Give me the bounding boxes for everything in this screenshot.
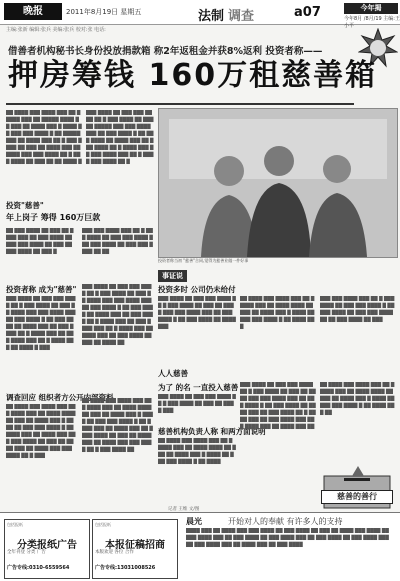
body-column: ███ ███ ████ ███ ██ █ ███ ████ ██ ███ ███ ████ █ ██ ███ ████ ██ ███ ███ ████ ██ ██ ███ ████ ██ ███ <box>320 297 395 323</box>
ad-slogan: 开始对人的奉献 有许多人的支持 <box>228 517 343 526</box>
page-number: a07 <box>294 5 321 20</box>
headline-kicker: 借善者机构秘书长身份投放捐款箱 称2年返租金并获8%返利 投资者称—— <box>8 46 323 57</box>
newspaper-logo: 晚报 <box>4 3 62 20</box>
headline-rule <box>6 103 354 105</box>
body-column: ██ ███ ████ ██ ███ ██ ████ ███ ██ ███ ████ ██ ███ ███ ████ ██ ███ ██ ███ ████ ██ ███ █ <box>6 229 74 255</box>
donation-box-label: 慈善的善行 <box>321 490 393 504</box>
ad-small-text: 包括报纸 <box>95 522 111 527</box>
section-tag: 事证说 <box>158 270 187 282</box>
reporter-credit: 记者 王维 文/图 <box>168 507 200 512</box>
ad-subtext: 本版欢迎 各位 合作 <box>95 550 134 555</box>
section-sub-name: 调查 <box>228 9 255 24</box>
corner-badge: 今年揭 <box>344 3 398 14</box>
body-column: ██ ████ ███ ████ ███ ██ █ ████ ███ ██ ████ ████ ██ ███ ██ ████ ███ █ ████ ██ ███ ███ ████ █ ██ ████ ███ <box>240 297 315 330</box>
body-column: ██ ████ ███ ████ ███ ██ █ ████ ███ ██ ████ ████ ██ ███ ██ ████ ███ █ ████ ██ ███ ███ ████ █ ██ ████ ███ ██ ████ ███ ██ █ ███ ████ ██ ███ ██ ████ ███ ██ ████ ███ ███ ████ ██ █ ███ <box>6 405 76 459</box>
news-photo <box>158 108 398 258</box>
body-column: ███ ████ ██ ███ ███ ████ ██ █ ███ ████ ██ ███ ██ ████ ███ <box>158 395 236 414</box>
box-headline: 年上岗子 筹得 160万巨款 <box>6 213 101 222</box>
ad-body-text: ████ ███ ██ ████ ███ ███ ████ ██ ███ ████ ██ ███ ██ ████ ███ ████ ██ ███ ████ ███ ██ ███ ████ ██ ███ ████ ███ ██ ███ ████ ██ ███ ████ ███ ██ ███ ████ ███ ██ ████ ███ ██ ███ ████ <box>186 529 389 548</box>
subhead: 为了 的名 一直投入慈善 <box>158 383 239 392</box>
headline: 押房筹钱 160万租慈善箱 <box>8 58 378 93</box>
ad-small-text: 包括报纸 <box>7 522 23 527</box>
body-column: ███ ███ ████ ███ ██ █ ███ ████ ██ ███ ███ ████ █ ██ ███ ████ ██ ███ ███ ████ ██ ██ <box>82 229 153 255</box>
ad-box <box>4 519 90 579</box>
body-column: ███ ████ ██ ███ ███ ████ ██ █ ███ ████ ██ ███ ██ ████ ███ ███ ████ ███ ██ ███ ████ █ ██ ███ ████ ██ ████ ███ ██ ███ ████ ██ █ ████ ███ ██ ███ ████ ███ ██ █ ████ ███ ██ ████ ███ ██ ███ ████ ██ ███ ██ ████ ██ <box>82 285 153 346</box>
body-column: ██ ████ ███ ████ ███ ██ █ ████ ███ ██ █████ ████ ██ ███ ██ ████ ███ █ ████ ██ ███ ███ ████ █ ██ █████ ███ ██ ████ ███ ██ █ ███ ████ ██ ███ ██ ████ ███ ██ ████ ███ ███ ████ ██ █ ███ ████ ██ ███ ██ ██ ████ █ <box>6 111 82 165</box>
section-name: 法制 <box>198 9 225 24</box>
ad-box <box>92 519 178 579</box>
subhead: 投资者称 成为"慈善" <box>6 285 77 294</box>
body-column: ██ ████ ███ ████ ███ ██ █ ████ ███ ██ ████ ████ ██ ███ ██ ████ ███ █ ████ ██ ███ ███ ████ █ ██ ████ ███ ██ <box>320 383 395 416</box>
ad-phone: 广告专线:0310-6559564 <box>7 565 70 571</box>
section-title <box>198 5 255 24</box>
photo-caption: 投资者称当初 "慈善"合同,觉得为慈善业做一件好事 <box>158 258 249 263</box>
subhead: 投资多时 公司仍未给付 <box>158 285 236 294</box>
ad-title: 分类报纸广告 <box>17 540 77 551</box>
body-column: ███ ████ ██ ███ ███ ████ ██ █ ███ ████ ██ ███ ██ ████ ███ ███ ████ ███ ██ ███ ████ █ ██ ███ ████ ██ ████ ███ <box>158 297 236 330</box>
people-photo-icon <box>159 109 397 257</box>
body-column: ███ ████ ██ ███ ███ ████ ██ █ ███ ████ ██ ███ ██ █████ ███ ███ ████ ███ ██ ███ ████ █ ██ ███ ████ ██ ████ ███ ██ ███ ████ ██ █ ████ ███ ██ ███ ████ ███ ██ █ ████ ███ ████ ██ █ <box>86 111 154 165</box>
subhead: 投资"慈善" <box>6 201 44 210</box>
ad-subtext: 全年刊登 分类 广告 <box>7 550 46 555</box>
body-column: ███ ████ ██ ███ ███ ████ ██ █ ███ ████ ██ ███ ██ ████ ███ ███ ████ ███ ██ ███ ████ █ ██ ███ ████ ██ ████ ███ ██ ███ ████ ██ █ ████ ███ ██ ███ ████ ███ ██ █ ████ ███ ██ ████ █ ███ <box>6 297 76 351</box>
donation-box-icon <box>318 466 396 512</box>
body-column: ██ ████ ███ ████ ███ ██ █ ████ ███ ██ ████ ████ ██ ███ ██ ████ ███ █ ████ ██ ███ ███ ████ █ ██ ████ ███ ██ ████ ███ ██ █ ███ ████ ██ ███ ██ ████ ███ ██ ████ ███ ███ ████ ██ █ ███ ████ ██ <box>82 399 153 453</box>
body-column: ███ ████ ██ ███ ███ ████ ██ █ ███ ████ ██ ███ ██ ████ ███ ███ ████ ███ ██ ███ ████ █ ██ ███ ████ ██ ████ ███ ██ ███ ████ ██ █ ████ ███ ██ ███ ████ ███ ██ █ ████ ███ ██ ████ ███ ██ <box>240 383 316 430</box>
subhead: 人人慈善 <box>158 369 188 378</box>
ad-phone: 广告专线:13031008526 <box>95 565 156 571</box>
corner-date: 今年8月 /8月/19 主编:王小平 <box>344 16 400 29</box>
subhead: 慈善机构负责人称 和两方面说明 <box>158 427 266 436</box>
ad-brand: 晨光 <box>186 517 202 526</box>
subhead: 调查回应 组织者方公开内部资料 <box>6 393 114 402</box>
body-column: ██ ████ ███ ████ ███ ██ █ ████ ███ ██ ████ ████ ██ ███ ██ ████ ███ █ ████ ██ ███ ███ ████ █ ██ ████ <box>158 439 236 465</box>
masthead <box>0 0 400 29</box>
ad-title: 本报征稿招商 <box>105 540 165 551</box>
issue-date: 2011年8月19日 星期五 <box>66 8 142 16</box>
sub-header: 主编:张新 编辑:张兵 美编:张兵 校对:张 电话: <box>6 27 106 33</box>
